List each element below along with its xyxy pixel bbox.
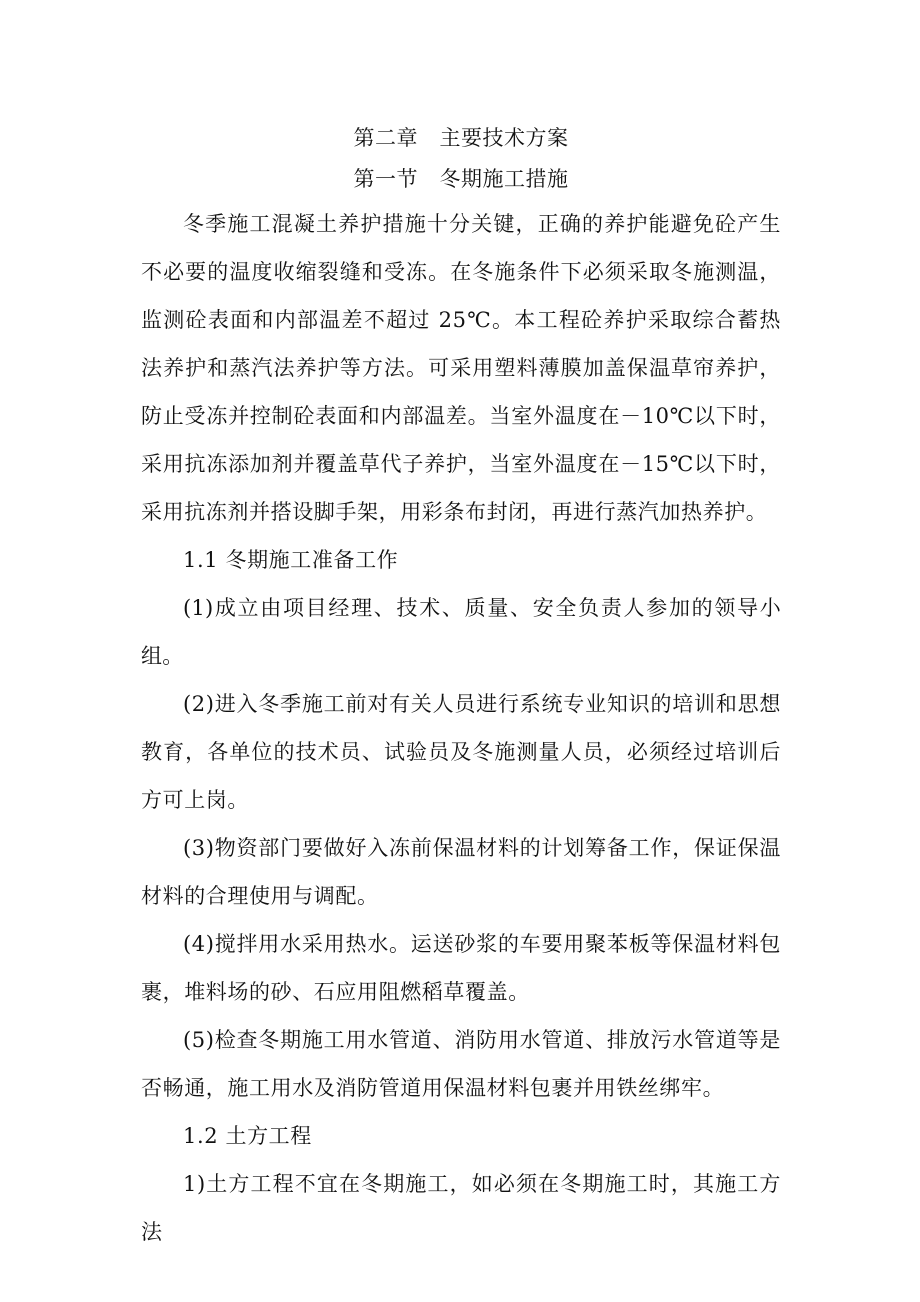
chapter-title: 第二章 主要技术方案 [353, 126, 569, 150]
list-item: (4)搅拌用水采用热水。运送砂浆的车要用聚苯板等保温材料包裹，堆料场的砂、石应用阻燃稻草覆盖。 [141, 932, 781, 1004]
list-item: (5)检查冬期施工用水管道、消防用水管道、排放污水管道等是否畅通，施工用水及消防管道用保温材料包裹并用铁丝绑牢。 [141, 1028, 781, 1100]
intro-paragraph: 冬季施工混凝土养护措施十分关键，正确的养护能避免砼产生不必要的温度收缩裂缝和受冻。在冬施条件下必须采取冬施测温，监测砼表面和内部温差不超过 25℃。本工程砼养护采取综合蓄热法养护和蒸汽法养护等方法。可采用塑料薄膜加盖保温草帘养护，防止受冻并控制砼表面和内部温差。当室外温度在－10℃以下时，采用抗冻添加剂并覆盖草代子养护，当室外温度在－15℃以下时，采用抗冻剂并搭设脚手架，用彩条布封闭，再进行蒸汽加热养护。 [141, 212, 781, 524]
paragraph-earthwork: 1)土方工程不宜在冬期施工，如必须在冬期施工时，其施工方法 [141, 1172, 781, 1244]
subsection-heading-1-1: 1.1 冬期施工准备工作 [183, 548, 399, 572]
list-item: (2)进入冬季施工前对有关人员进行系统专业知识的培训和思想教育，各单位的技术员、试验员及冬施测量人员，必须经过培训后方可上岗。 [141, 692, 781, 812]
list-item: (1)成立由项目经理、技术、质量、安全负责人参加的领导小组。 [141, 596, 781, 668]
subsection-heading-1-2: 1.2 土方工程 [183, 1124, 312, 1148]
document-body [141, 118, 781, 1256]
section-title: 第一节 冬期施工措施 [353, 167, 569, 191]
list-item: (3)物资部门要做好入冻前保温材料的计划筹备工作，保证保温材料的合理使用与调配。 [141, 836, 781, 908]
